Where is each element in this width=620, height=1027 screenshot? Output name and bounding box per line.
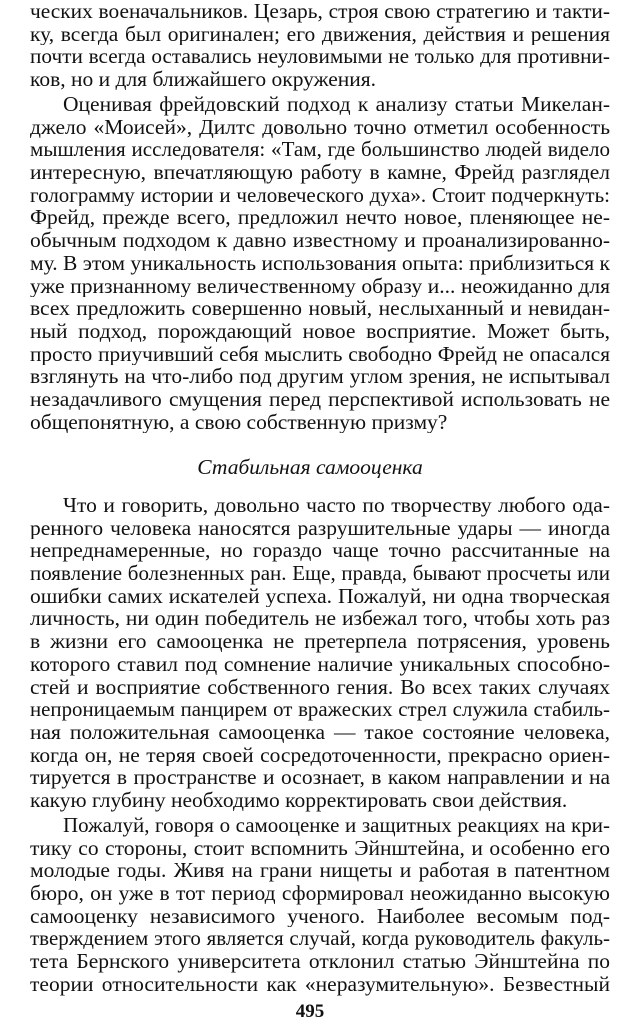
- text-line: ренного человека наносятся разрушительные удары — иногда: [30, 516, 610, 540]
- paragraph-continuation: [30, 0, 610, 91]
- text-line: ков, но и для ближайшего окружения.: [30, 68, 377, 91]
- text-line: бюро, он уже в тот период сформировал неожиданно высокую: [30, 882, 610, 905]
- text-line: которого ставил под сомнение наличие уникальных способно-: [30, 652, 610, 676]
- text-line: почти всегда оставались неуловимыми не только для противни-: [30, 45, 610, 69]
- text-line: тируется в пространстве и осознает, в каком направлении и на: [30, 766, 610, 789]
- text-line: тверждением этого является случай, когда руководитель факуль-: [30, 927, 610, 951]
- text-line: уже признанному величественному образу и... неожиданно для: [30, 274, 610, 298]
- text-line: личность, ни один победитель не избежал того, чтобы хоть раз: [30, 607, 610, 631]
- text-line: мышления исследователя: «Там, где большинство людей видело: [30, 138, 610, 162]
- text-line: интересную, впечатляющую работу в камне, Фрейд разглядел: [30, 161, 610, 184]
- text-line: какую глубину необходимо корректировать свои действия.: [30, 788, 568, 812]
- text-line: теории относительности как «неразумительную». Безвестный: [30, 972, 610, 996]
- text-line: в жизни его самооценка не претерпела потрясения, уровень: [30, 630, 610, 653]
- text-line: стей и восприятие собственного гения. Во всех таких случаях: [30, 675, 610, 699]
- text-line: молодые годы. Живя на грани нищеты и работая в патентном: [30, 859, 610, 883]
- text-line: голограмму истории и человеческого духа». Стоит подчеркнуть:: [30, 183, 610, 207]
- paragraph-self-esteem: [30, 494, 610, 812]
- text-line: всех предложить совершенно новый, неслыханный и невидан-: [30, 297, 610, 320]
- page-number: 495: [295, 1001, 325, 1022]
- text-line: взглянуть на что-либо под другим углом зрения, не испытывал: [30, 365, 610, 388]
- text-line: ческих военачальников. Цезарь, строя свою стратегию и такти-: [30, 0, 610, 23]
- paragraph-freud: [30, 93, 610, 433]
- text-line: ку, всегда был оригинален; его движения, действия и решения: [30, 22, 610, 46]
- text-line: непроницаемым панцирем от вражеских стрел служила стабиль-: [30, 698, 610, 721]
- text-line: джело «Моисей», Дилтс довольно точно отметил особенность: [30, 115, 610, 139]
- text-line: ный подход, порождающий новое восприятие. Может быть,: [30, 319, 610, 343]
- text-line: Оценивая фрейдовский подход к анализу статьи Микелан-: [63, 93, 610, 116]
- text-line: ная положительная самооценка — такое состояние человека,: [30, 720, 610, 744]
- text-line: незадачливого смущения перед перспективой использовать не: [30, 387, 610, 411]
- text-line: самооценку независимого ученого. Наиболее весомым под-: [30, 904, 610, 928]
- text-line: Фрейд, прежде всего, предложил нечто новое, пленяющее не-: [30, 206, 610, 230]
- text-line: общепонятную, а свою собственную призму?: [30, 410, 448, 434]
- text-line: появление болезненных ран. Еще, правда, бывают просчеты или: [30, 562, 610, 585]
- paragraph-einstein: [30, 814, 610, 996]
- text-line: непреднамеренные, но гораздо чаще точно рассчитанные на: [30, 539, 610, 563]
- section-heading: Стабильная самооценка: [197, 455, 423, 479]
- text-line: Пожалуй, говоря о самооценке и защитных реакциях на кри-: [63, 814, 610, 837]
- text-line: просто приучивший себя мыслить свободно Фрейд не опасался: [30, 342, 610, 366]
- text-line: тику со стороны, стоит вспомнить Эйнштейна, и особенно его: [30, 836, 610, 860]
- text-line: Что и говорить, довольно часто по творчеству любого ода-: [63, 494, 610, 517]
- text-line: обычным подходом к давно известному и проанализированно-: [30, 229, 610, 252]
- text-line: ошибки самих искателей успеха. Пожалуй, ни одна творческая: [30, 584, 610, 608]
- text-line: тета Бернского университета отклонил статью Эйнштейна по: [30, 950, 610, 973]
- text-line: му. В этом уникальность использования опыта: приблизиться к: [30, 251, 610, 275]
- text-line: когда он, не теряя своей сосредоточенности, прекрасно ориен-: [30, 743, 610, 767]
